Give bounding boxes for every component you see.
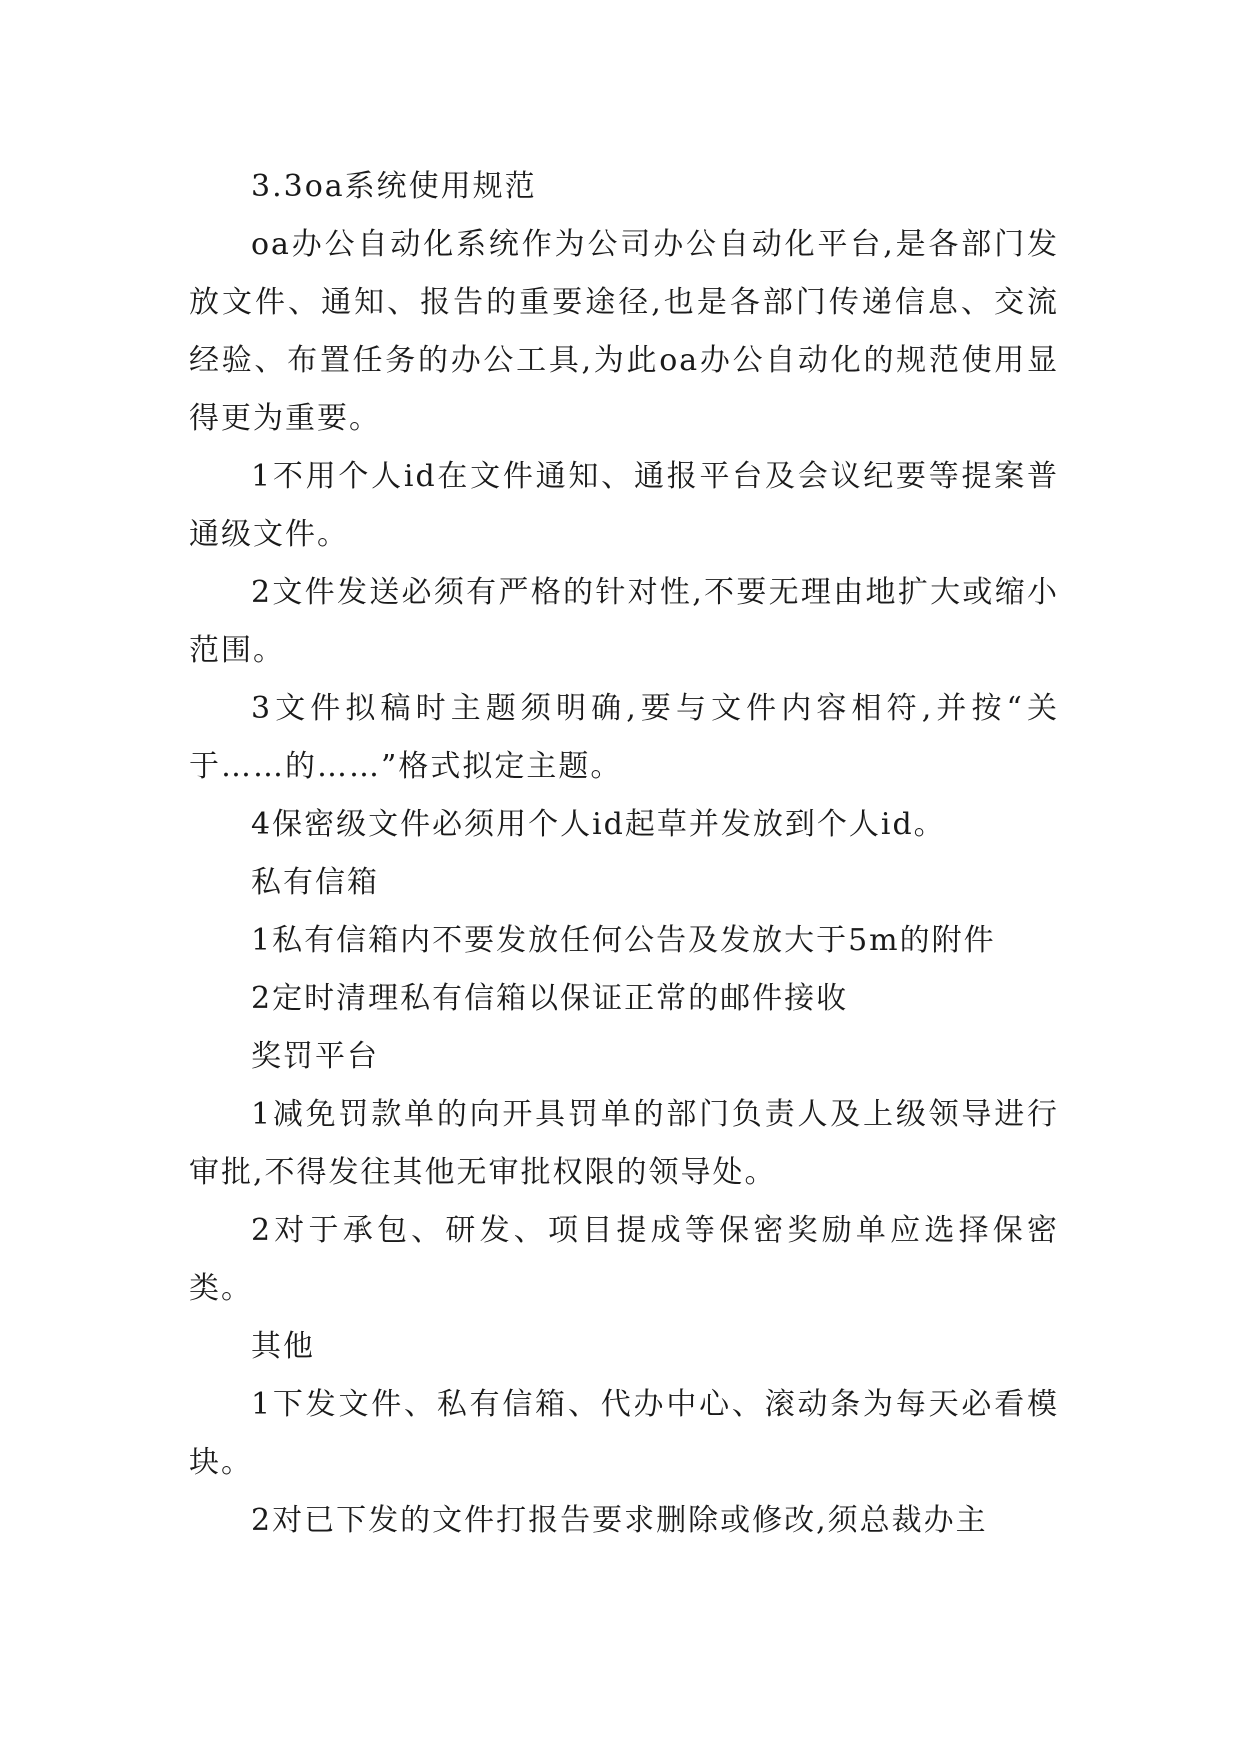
list-item: 1减免罚款单的向开具罚单的部门负责人及上级领导进行审批,不得发往其他无审批权限的领导处。: [189, 1097, 1059, 1190]
list-item: 2定时清理私有信箱以保证正常的邮件接收: [251, 981, 849, 1016]
list-item: 2文件发送必须有严格的针对性,不要无理由地扩大或缩小范围。: [189, 575, 1059, 668]
paragraph: oa办公自动化系统作为公司办公自动化平台,是各部门发放文件、通知、报告的重要途径,也是各部门传递信息、交流经验、布置任务的办公工具,为此oa办公自动化的规范使用显得更为重要。: [189, 227, 1059, 436]
subsection-heading: 私有信箱: [251, 865, 379, 900]
document-body: [189, 158, 1059, 1550]
subsection-heading: 奖罚平台: [251, 1039, 379, 1074]
list-item: 1私有信箱内不要发放任何公告及发放大于5m的附件: [251, 923, 996, 958]
subsection-heading: 其他: [251, 1329, 315, 1364]
list-item: 2对于承包、研发、项目提成等保密奖励单应选择保密类。: [189, 1213, 1059, 1306]
list-item: 3文件拟稿时主题须明确,要与文件内容相符,并按“关于……的……”格式拟定主题。: [189, 691, 1059, 784]
list-item: 4保密级文件必须用个人id起草并发放到个人id。: [251, 807, 946, 842]
list-item: 1不用个人id在文件通知、通报平台及会议纪要等提案普通级文件。: [189, 459, 1059, 552]
section-heading: 3.3oa系统使用规范: [251, 169, 537, 204]
list-item: 2对已下发的文件打报告要求删除或修改,须总裁办主: [251, 1503, 988, 1538]
list-item: 1下发文件、私有信箱、代办中心、滚动条为每天必看模块。: [189, 1387, 1059, 1480]
